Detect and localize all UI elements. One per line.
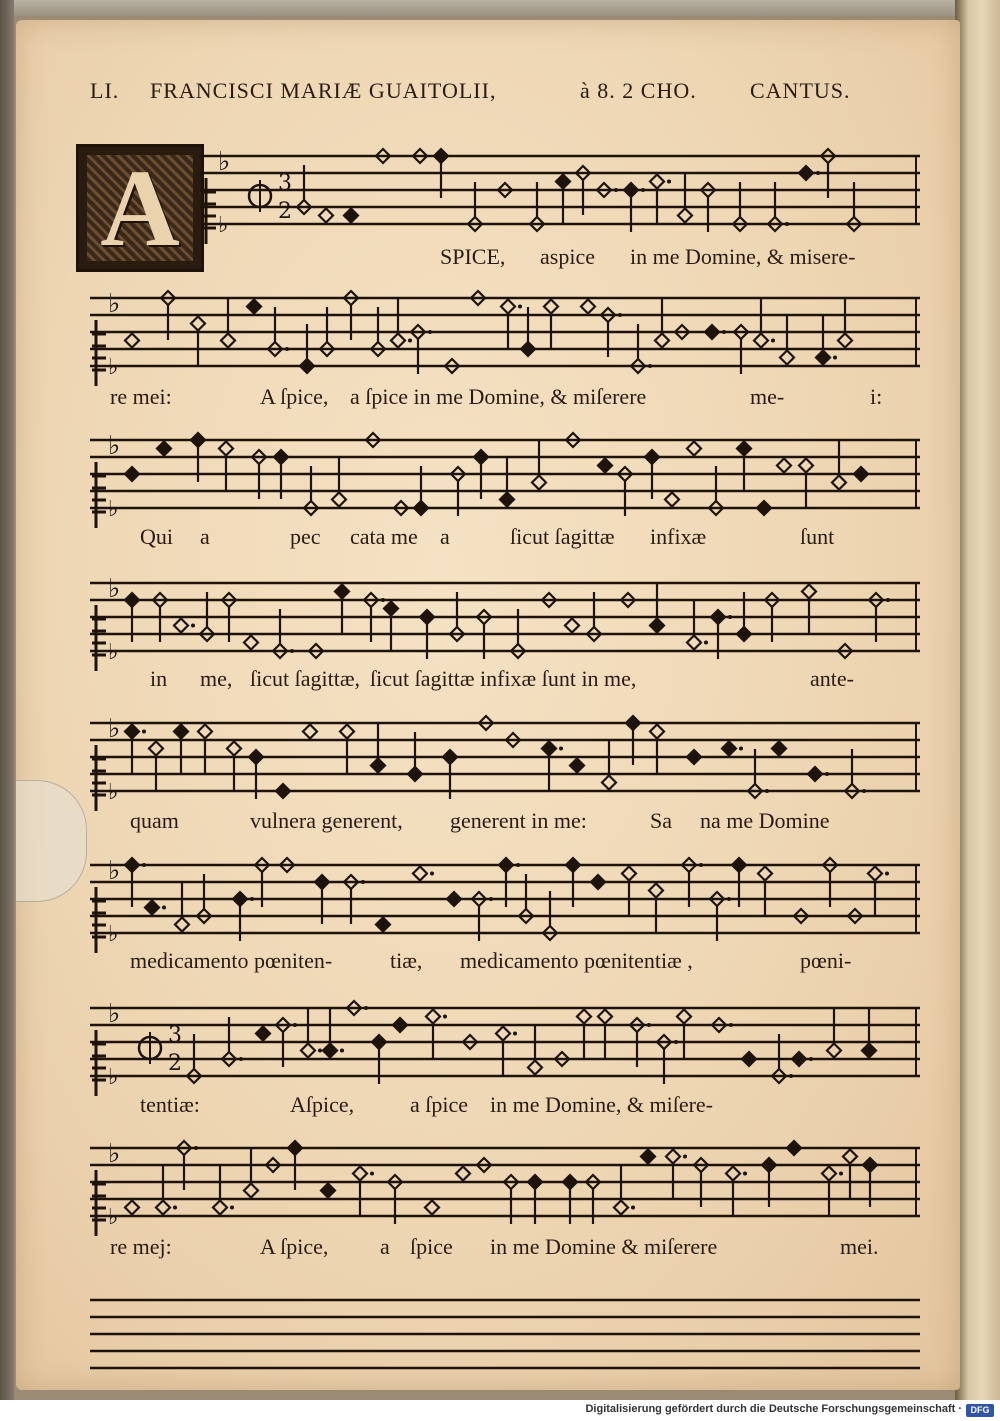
note-head [425, 1201, 439, 1215]
note-head [233, 892, 247, 906]
lyric-segment: pœni- [800, 948, 852, 973]
composer-name: FRANCISCI MARIÆ GUAITOLII, [150, 78, 497, 103]
page-clip-tab [16, 780, 87, 902]
lyric-segment: a [380, 1234, 390, 1259]
note-head [499, 858, 513, 872]
note-head [125, 1201, 139, 1215]
note-head [816, 351, 830, 365]
note-head [521, 342, 535, 356]
note-head [622, 867, 636, 881]
dot [743, 1172, 747, 1176]
lyric-segment: ſicut ſagittæ, [250, 666, 360, 691]
staff-system-2 [90, 290, 920, 390]
dot [293, 1023, 297, 1027]
note-head [758, 867, 772, 881]
time-signature-lower: 2 [278, 199, 292, 224]
dot [886, 598, 890, 602]
dot [809, 1057, 813, 1061]
empty-staff [90, 1292, 920, 1382]
note-head [598, 1010, 612, 1024]
staff-system-6 [90, 857, 920, 957]
note-head [843, 1150, 857, 1164]
lyric-segment: A ſpice, [260, 1234, 329, 1259]
note-head [570, 759, 584, 773]
note-head [822, 1167, 836, 1181]
dot [513, 1032, 517, 1036]
note-head [426, 1010, 440, 1024]
dot [631, 1206, 635, 1210]
lyric-segment: a ſpice [410, 1092, 469, 1117]
flat-sign: ♭ [108, 574, 121, 604]
note-head [221, 334, 235, 348]
note-head [650, 619, 664, 633]
flat-sign: ♭ [108, 856, 121, 886]
note-head [191, 317, 205, 331]
note-head [315, 875, 329, 889]
flat-sign: ♭ [108, 640, 119, 665]
note-head [413, 867, 427, 881]
dot [765, 789, 769, 793]
note-head [344, 209, 358, 223]
note-head [244, 1184, 258, 1198]
dot [739, 747, 743, 751]
dot [290, 649, 294, 653]
dot [142, 730, 146, 734]
note-head [777, 459, 791, 473]
note-head [301, 1044, 315, 1058]
lyric-segment: mei. [840, 1234, 879, 1259]
note-head [300, 359, 314, 373]
note-head [323, 1044, 337, 1058]
initial-letter: A [100, 147, 180, 269]
note-head [125, 467, 139, 481]
note-head [650, 175, 664, 189]
note-head [391, 334, 405, 348]
note-head [565, 619, 579, 633]
lyric-segment: a ſpice in me Domine, & miſerere [350, 384, 647, 409]
dot [516, 863, 520, 867]
note-head [737, 627, 751, 641]
dot [729, 1023, 733, 1027]
note-head [376, 918, 390, 932]
staff-system-3 [90, 432, 920, 532]
dot [381, 598, 385, 602]
dot [722, 330, 726, 334]
lyric-segment: ſunt [800, 524, 835, 549]
lyric-segment: in me Domine & miſerere [490, 1234, 718, 1259]
note-head [602, 776, 616, 790]
note-head [566, 858, 580, 872]
dot [489, 897, 493, 901]
lyric-segment: ante- [810, 666, 854, 691]
dot [862, 789, 866, 793]
note-head [532, 476, 546, 490]
dot [648, 364, 652, 368]
lyric-segment: i: [870, 384, 883, 409]
flat-sign: ♭ [218, 147, 231, 177]
note-head [563, 1175, 577, 1189]
staff-system-5 [90, 715, 920, 815]
note-head [754, 334, 768, 348]
book-cover-top [0, 0, 1000, 16]
note-head [705, 325, 719, 339]
note-head [125, 858, 139, 872]
lyric-segment: Qui [140, 524, 173, 549]
note-head [501, 300, 515, 314]
lyric-segment: SPICE, [440, 244, 506, 269]
spine-bleed-through [962, 40, 996, 1340]
note-head [854, 467, 868, 481]
flat-sign: ♭ [108, 1139, 121, 1169]
note-head [678, 209, 692, 223]
dot [699, 863, 703, 867]
note-head [665, 493, 679, 507]
piece-number: LI. [90, 78, 120, 103]
note-head [799, 459, 813, 473]
note-head [528, 1175, 542, 1189]
dot [173, 1206, 177, 1210]
note-head [288, 1141, 302, 1155]
lyric-segment: infixæ [650, 524, 707, 549]
note-head [677, 1010, 691, 1024]
staff-system-1 [200, 148, 920, 248]
lyric-segment: generent in me: [450, 808, 587, 833]
lyric-segment: vulnera generent, [250, 808, 403, 833]
dot [825, 772, 829, 776]
voice-count: à 8. 2 CHO. [580, 78, 697, 103]
note-head [353, 1167, 367, 1181]
note-head [276, 784, 290, 798]
note-head [838, 334, 852, 348]
dot [162, 906, 166, 910]
lyric-segment: a [200, 524, 210, 549]
note-head [762, 1158, 776, 1172]
note-head [542, 742, 556, 756]
note-head [528, 1061, 542, 1075]
lyric-segment: na me Domine [700, 808, 830, 833]
note-head [687, 750, 701, 764]
note-head [256, 1027, 270, 1041]
dot [361, 880, 365, 884]
lyric-segment: in [150, 666, 168, 691]
dot [285, 347, 289, 351]
part-name: CANTUS. [750, 78, 851, 103]
note-head [145, 901, 159, 915]
note-head [175, 918, 189, 932]
lyric-segment: tentiæ: [140, 1092, 200, 1117]
note-head [787, 1141, 801, 1155]
note-head [757, 501, 771, 515]
dot [559, 747, 563, 751]
note-head [868, 867, 882, 881]
dot [250, 897, 254, 901]
note-head [393, 1018, 407, 1032]
note-head [726, 1167, 740, 1181]
note-head [414, 501, 428, 515]
note-head [384, 602, 398, 616]
dot [789, 1074, 793, 1078]
note-head [303, 725, 317, 739]
note-head [742, 1052, 756, 1066]
note-head [198, 725, 212, 739]
dot [239, 1057, 243, 1061]
lyric-segment: ſicut ſagittæ infixæ ſunt in me, [370, 666, 637, 691]
note-head [863, 1158, 877, 1172]
flat-sign: ♭ [108, 1065, 119, 1090]
flat-sign: ♭ [108, 497, 119, 522]
flat-sign: ♭ [108, 780, 119, 805]
flat-sign: ♭ [108, 999, 121, 1029]
dot [885, 872, 889, 876]
lyric-segment: Sa [650, 808, 672, 833]
note-head [591, 875, 605, 889]
flat-sign: ♭ [108, 922, 119, 947]
dot [641, 188, 645, 192]
note-head [808, 767, 822, 781]
flat-sign: ♭ [108, 431, 121, 461]
note-head [500, 493, 514, 507]
book-cover-left [0, 0, 14, 1421]
note-head [125, 334, 139, 348]
note-head [780, 351, 794, 365]
digitization-credit: Digitalisierung gefördert durch die Deutsche Forschungsgemeinschaft · [585, 1403, 962, 1415]
flat-sign: ♭ [108, 355, 119, 380]
note-head [645, 450, 659, 464]
note-head [581, 300, 595, 314]
dot [364, 1006, 368, 1010]
lyric-segment: cata me [350, 524, 418, 549]
dot [340, 1049, 344, 1053]
note-head [792, 1052, 806, 1066]
dot [518, 305, 522, 309]
lyric-segment: Aſpice, [290, 1092, 355, 1117]
dot [816, 171, 820, 175]
dot [618, 313, 622, 317]
lyric-segment: pec [290, 524, 321, 549]
lyric-segment: A ſpice, [260, 384, 329, 409]
lyric-segment: quam [130, 808, 179, 833]
note-head [827, 1044, 841, 1058]
note-head [319, 209, 333, 223]
note-head [213, 1201, 227, 1215]
flat-sign: ♭ [108, 1205, 119, 1230]
note-head [227, 742, 241, 756]
note-head [650, 725, 664, 739]
lyric-segment: medicamento pœnitentiæ , [460, 948, 693, 973]
note-head [156, 1201, 170, 1215]
note-head [544, 300, 558, 314]
note-head [408, 767, 422, 781]
note-head [802, 585, 816, 599]
lyric-segment: me, [200, 666, 233, 691]
dot [614, 188, 618, 192]
note-head [598, 459, 612, 473]
dot [194, 1146, 198, 1150]
note-head [174, 725, 188, 739]
flat-sign: ♭ [108, 289, 121, 319]
dot [704, 641, 708, 645]
note-head [174, 619, 188, 633]
note-head [456, 1167, 470, 1181]
dot [785, 222, 789, 226]
lyric-segment: in me Domine, & miſere- [490, 1092, 713, 1117]
lyric-segment: ſpice [410, 1234, 453, 1259]
note-head [219, 442, 233, 456]
time-signature-upper: 3 [168, 1023, 182, 1048]
note-head [772, 742, 786, 756]
dot [428, 330, 432, 334]
note-head [443, 750, 457, 764]
note-head [191, 433, 205, 447]
decorated-initial [76, 144, 204, 272]
lyric-segment: in me Domine, & misere- [630, 244, 856, 269]
dot [667, 180, 671, 184]
note-head [474, 450, 488, 464]
note-head [614, 1201, 628, 1215]
note-head [372, 1035, 386, 1049]
dot [191, 624, 195, 628]
note-head [335, 585, 349, 599]
note-head [321, 1184, 335, 1198]
lyric-segment: me- [750, 384, 785, 409]
dot [647, 1023, 651, 1027]
note-head [666, 1150, 680, 1164]
note-head [832, 476, 846, 490]
note-head [332, 493, 346, 507]
note-head [655, 334, 669, 348]
note-head [862, 1044, 876, 1058]
staff-system-8 [90, 1140, 920, 1240]
note-head [732, 858, 746, 872]
note-head [149, 742, 163, 756]
note-head [624, 183, 638, 197]
note-head [247, 300, 261, 314]
dot [142, 863, 146, 867]
staff-system-7 [90, 1000, 920, 1100]
lyric-segment: a [440, 524, 450, 549]
note-head [420, 610, 434, 624]
note-head [447, 892, 461, 906]
note-head [496, 1027, 510, 1041]
lyric-segment: re mej: [110, 1234, 172, 1259]
dot [370, 1172, 374, 1176]
note-head [556, 175, 570, 189]
note-head [799, 166, 813, 180]
note-head [249, 750, 263, 764]
time-signature-lower: 2 [168, 1051, 182, 1076]
staff-system-4 [90, 575, 920, 675]
lyric-segment: aspice [540, 244, 595, 269]
dot [771, 339, 775, 343]
time-signature-upper: 3 [278, 171, 292, 196]
lyric-segment: ſicut ſagittæ [510, 524, 615, 549]
lyric-segment: medicamento pœniten- [130, 948, 333, 973]
dot [408, 339, 412, 343]
dot [443, 1015, 447, 1019]
dot [674, 1040, 678, 1044]
note-head [244, 636, 258, 650]
note-head [274, 450, 288, 464]
note-head [626, 716, 640, 730]
dot [230, 1206, 234, 1210]
flat-sign: ♭ [108, 714, 121, 744]
note-head [125, 593, 139, 607]
note-head [687, 442, 701, 456]
note-head [125, 725, 139, 739]
dot [430, 872, 434, 876]
flat-sign: ♭ [218, 213, 229, 238]
note-head [641, 1150, 655, 1164]
note-head [737, 442, 751, 456]
note-head [157, 442, 171, 456]
dot [833, 356, 837, 360]
note-head [649, 884, 663, 898]
lyric-segment: re mei: [110, 384, 172, 409]
note-head [711, 610, 725, 624]
dot [683, 1155, 687, 1159]
lyric-segment: tiæ, [390, 948, 423, 973]
dot [839, 1172, 843, 1176]
note-head [434, 149, 448, 163]
note-head [340, 725, 354, 739]
note-head [687, 636, 701, 650]
dot [318, 1049, 322, 1053]
note-head [577, 1010, 591, 1024]
note-head [371, 759, 385, 773]
dfg-logo: DFG [966, 1404, 994, 1417]
dot [727, 897, 731, 901]
dot [728, 615, 732, 619]
note-head [722, 742, 736, 756]
